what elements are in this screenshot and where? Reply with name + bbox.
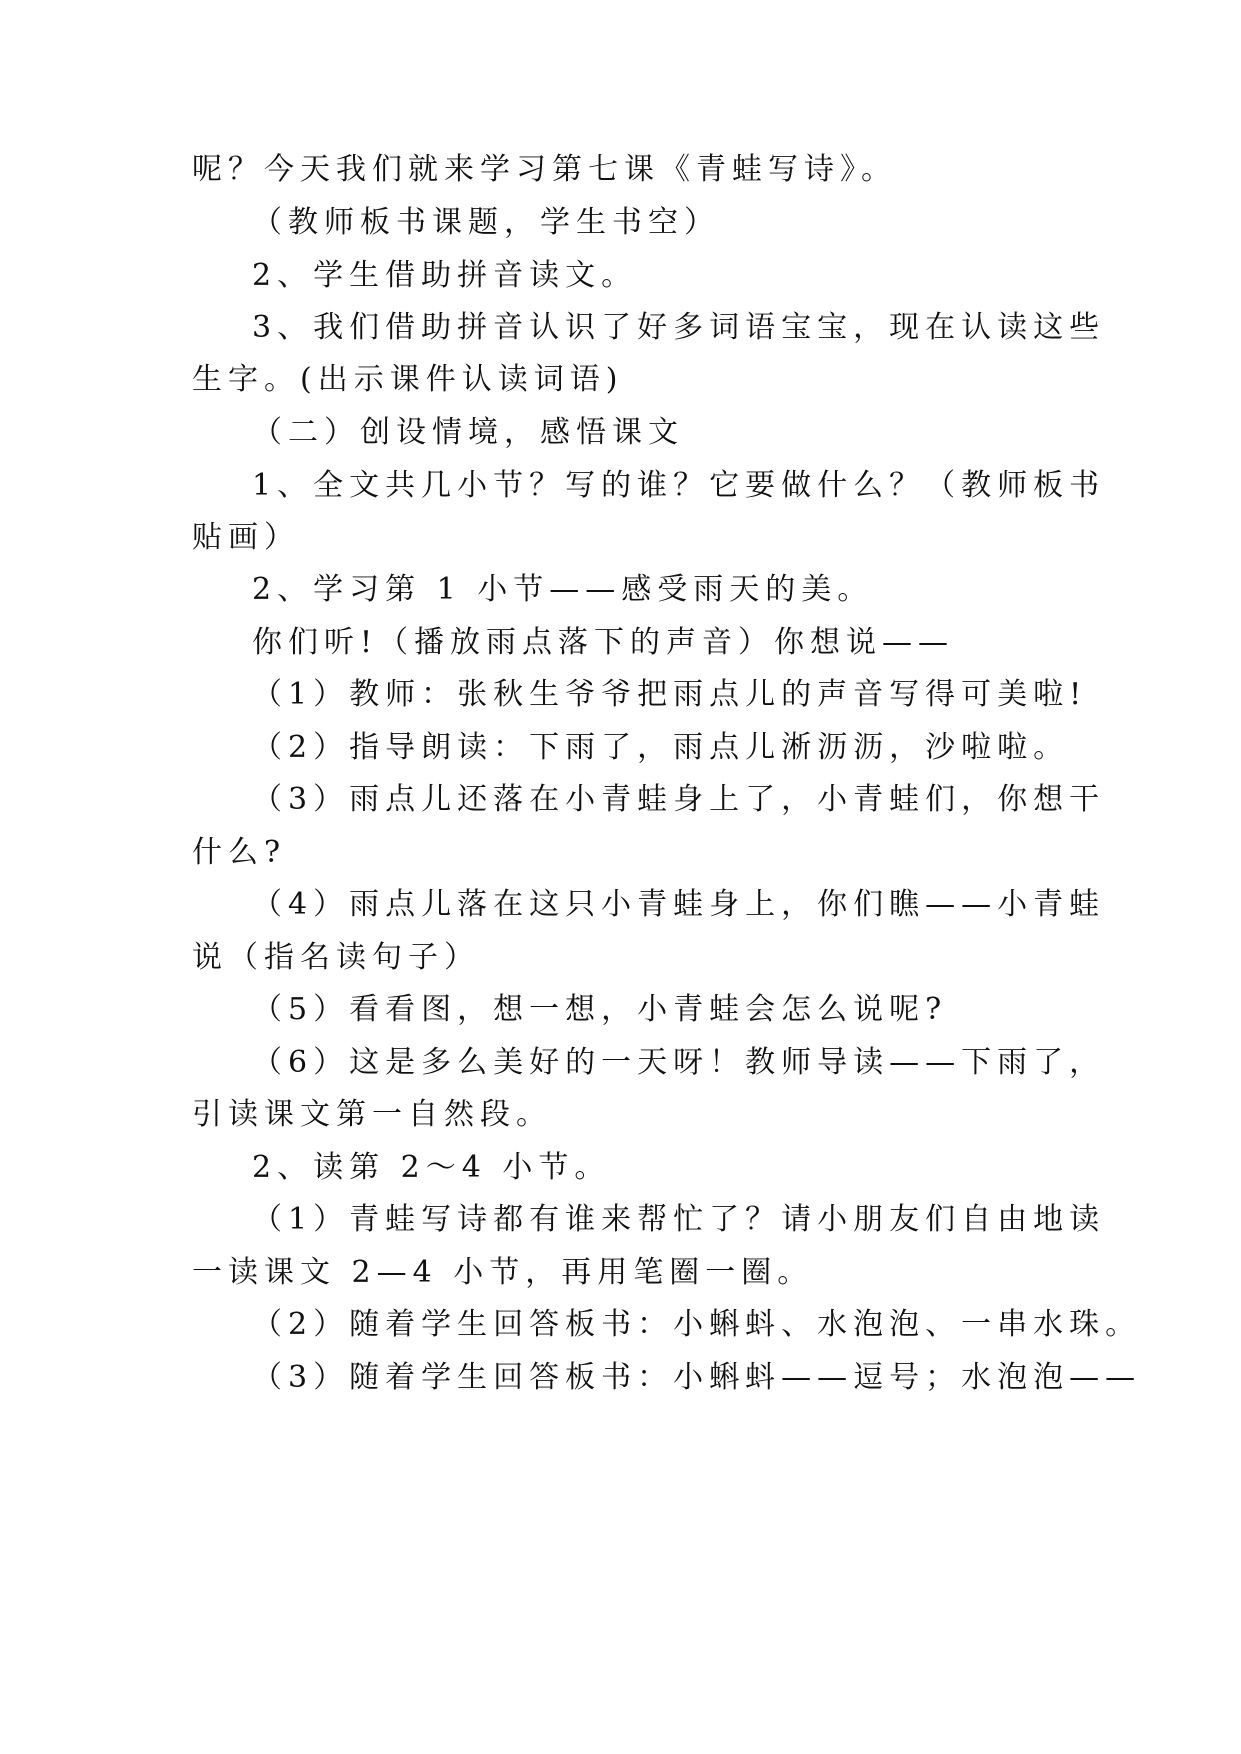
text-line: 引读课文第一自然段。 [192,1097,552,1132]
text-line: 1、全文共几小节？写的谁？它要做什么？（教师板书 [252,468,1106,503]
text-line: 一读课文 2—4 小节，再用笔圈一圈。 [192,1255,814,1290]
text-line: 2、学习第 1 小节——感受雨天的美。 [252,572,874,607]
text-line: 你们听!（播放雨点落下的声音）你想说—— [252,625,955,660]
text-line: 呢？今天我们就来学习第七课《青蛙写诗》。 [192,152,897,187]
text-line: 2、读第 2～4 小节。 [252,1150,611,1185]
text-line: 生字。(出示课件认读词语) [192,362,624,397]
text-line: 贴画） [192,520,300,555]
text-line: （3）随着学生回答板书：小蝌蚪——逗号；水泡泡—— [252,1360,1142,1395]
text-line: （5）看看图，想一想，小青蛙会怎么说呢? [252,992,948,1027]
text-line: （2）随着学生回答板书：小蝌蚪、水泡泡、一串水珠。 [252,1307,1142,1342]
text-line: （二）创设情境，感悟课文 [252,415,684,450]
text-line: （4）雨点儿落在这只小青蛙身上，你们瞧——小青蛙 [252,887,1106,922]
text-line: （3）雨点儿还落在小青蛙身上了，小青蛙们，你想干 [252,782,1106,817]
text-line: （6）这是多么美好的一天呀！教师导读——下雨了， [252,1045,1106,1080]
text-line: 说（指名读句子） [192,940,480,975]
text-line: （教师板书课题，学生书空） [252,205,720,240]
text-line: （1）教师：张秋生爷爷把雨点儿的声音写得可美啦! [252,677,1088,712]
text-line: （2）指导朗读：下雨了，雨点儿淅沥沥，沙啦啦。 [252,730,1070,765]
text-line: （1）青蛙写诗都有谁来帮忙了？请小朋友们自由地读 [252,1202,1106,1237]
text-line: 2、学生借助拼音读文。 [252,258,638,293]
text-line: 什么? [192,835,287,870]
text-line: 3、我们借助拼音认识了好多词语宝宝，现在认读这些 [252,310,1106,345]
